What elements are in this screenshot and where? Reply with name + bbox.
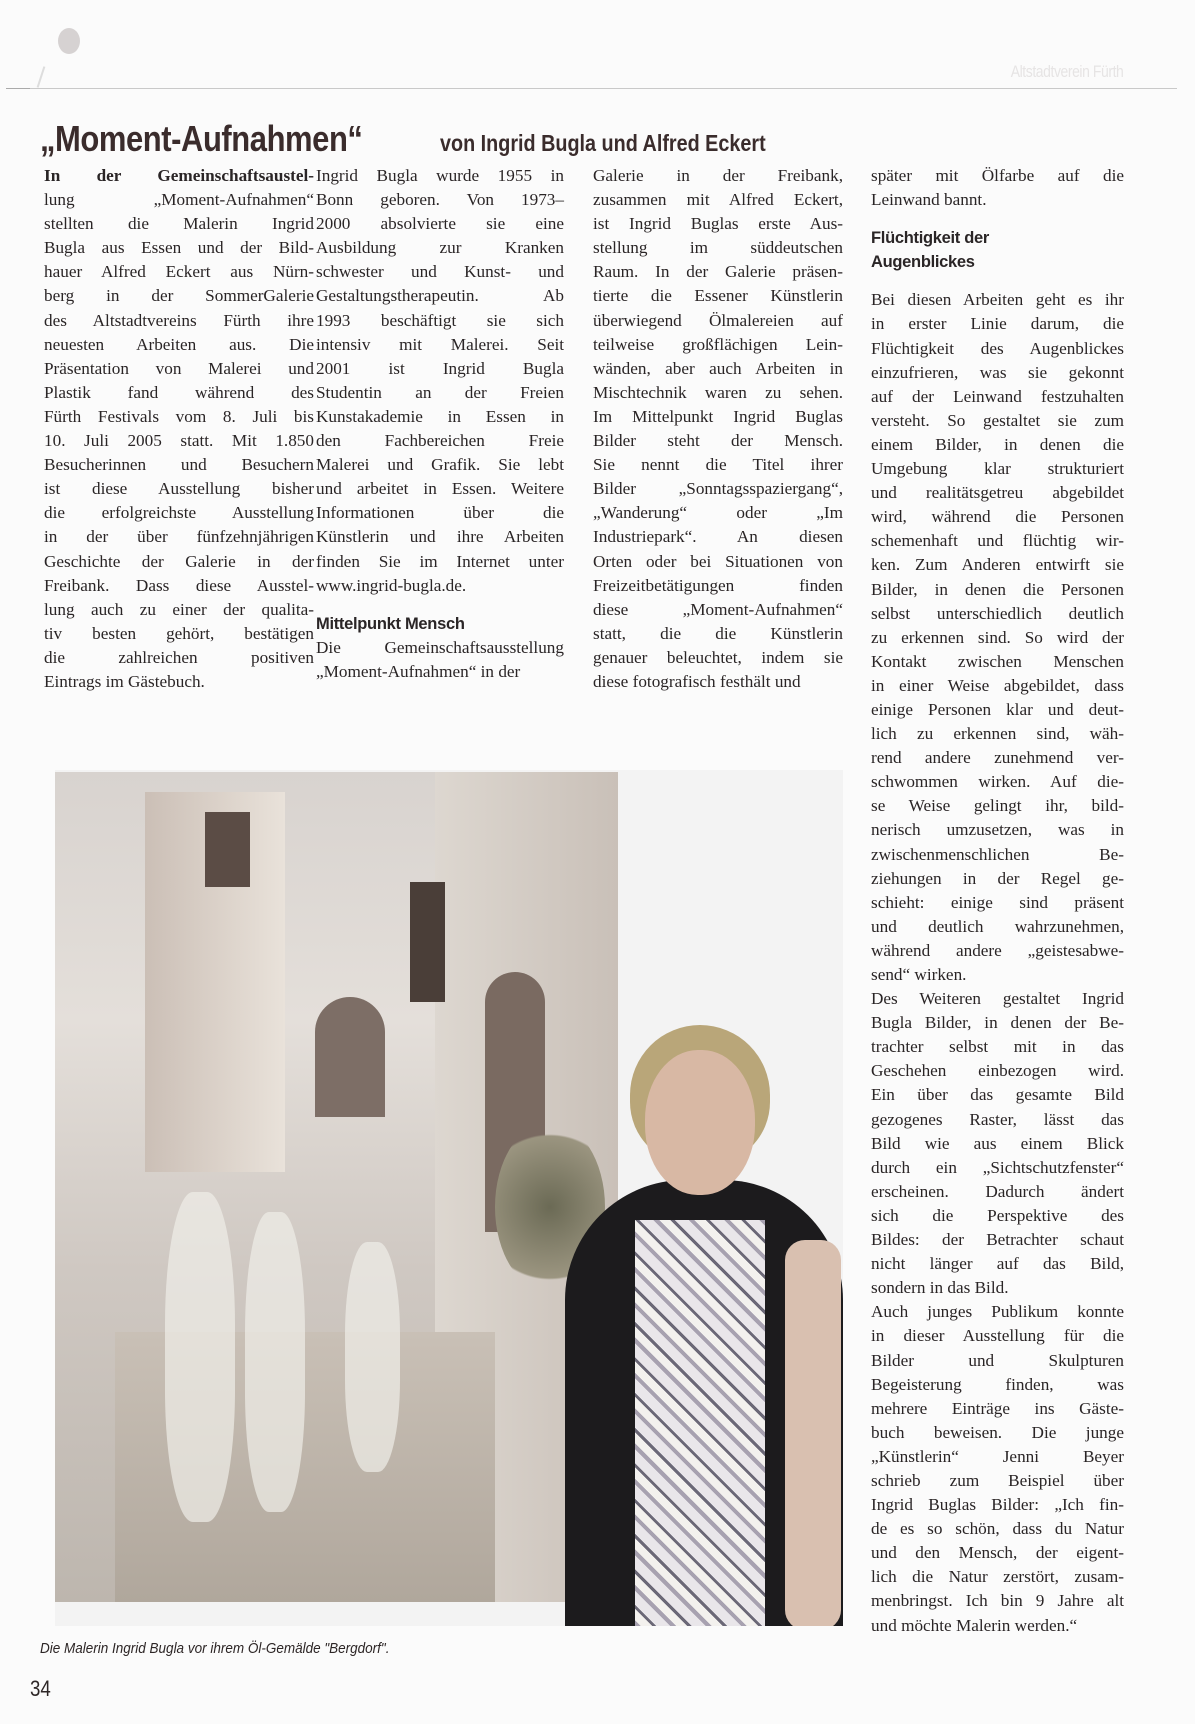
- text-line: menbringst. Ich bin 9 Jahre alt: [871, 1591, 1124, 1611]
- header-divider-accent: [6, 88, 30, 89]
- text-line: erscheinen. Dadurch ändert: [871, 1181, 1124, 1201]
- text-line: lich zu erkennen sind, wäh-: [871, 724, 1124, 744]
- article-title: [40, 118, 766, 160]
- logo-stroke: [37, 66, 46, 88]
- text-line: Umgebung klar strukturiert: [871, 459, 1124, 479]
- text-line: überwiegend Ölmalereien auf: [593, 310, 843, 330]
- text-line: ken. Zum Anderen entwirft sie: [871, 555, 1124, 575]
- text-line: Künstlerin und ihre Arbeiten: [316, 527, 564, 547]
- paragraph-gap: [871, 274, 1124, 288]
- text-line: Begeisterung finden, was: [871, 1374, 1124, 1394]
- text-line: de es so schön, dass du Natur: [871, 1519, 1124, 1539]
- text-line: Mischtechnik waren zu sehen.: [593, 382, 843, 402]
- text-line: Studentin an der Freien: [316, 382, 564, 402]
- woman-top: [635, 1220, 765, 1626]
- text-line: hauer Alfred Eckert aus Nürn-: [44, 262, 314, 282]
- header-divider: [6, 88, 1177, 89]
- text-line: Fürth Festivals vom 8. Juli bis: [44, 406, 314, 426]
- text-line: zusammen mit Alfred Eckert,: [593, 190, 843, 210]
- text-line: Malerei und Grafik. Sie lebt: [316, 455, 564, 475]
- text-line: neuesten Arbeiten aus. Die: [44, 334, 314, 354]
- text-line: den Fachbereichen Freie: [316, 431, 564, 451]
- text-line: Präsentation von Malerei und: [44, 358, 314, 378]
- text-line: in dieser Ausstellung für die: [871, 1326, 1124, 1346]
- text-line: diese „Moment-Aufnahmen“: [593, 599, 843, 619]
- text-line: Bilder, in denen die Personen: [871, 579, 1124, 599]
- text-line: 10. Juli 2005 statt. Mit 1.850: [44, 431, 314, 451]
- text-line: sich die Perspektive des: [871, 1205, 1124, 1225]
- text-line: und arbeitet in Essen. Weitere: [316, 479, 564, 499]
- painting-figure: [245, 1212, 305, 1512]
- text-line: nerisch umzusetzen, was in: [871, 820, 1124, 840]
- logo-icon: [58, 28, 80, 54]
- text-line: stellten die Malerin Ingrid: [44, 214, 314, 234]
- text-line: ist Ingrid Buglas erste Aus-: [593, 214, 843, 234]
- text-line: Kunstakademie in Essen in: [316, 406, 564, 426]
- text-line: später mit Ölfarbe auf die: [871, 166, 1124, 185]
- text-line: und möchte Malerin werden.“: [871, 1615, 1078, 1635]
- text-line: lung auch zu einer der qualita-: [44, 599, 314, 619]
- text-line: „Wanderung“ oder „Im: [593, 503, 843, 523]
- text-line: zwischenmenschlichen Be-: [871, 844, 1124, 864]
- text-line: statt, die die Künstlerin: [593, 623, 843, 643]
- text-line: Bildes: der Betrachter schaut: [871, 1230, 1124, 1250]
- text-line: Ingrid Buglas Bilder: „Ich fin-: [871, 1495, 1124, 1515]
- painting-window-right: [410, 882, 445, 1002]
- text-line: in erster Linie darum, die: [871, 314, 1124, 334]
- page-number: 34: [30, 1676, 51, 1701]
- text-line: Freizeitbetätigungen finden: [593, 575, 843, 595]
- photo-caption: Die Malerin Ingrid Bugla vor ihrem Öl-Gemälde "Bergdorf".: [40, 1640, 390, 1657]
- text-line: berg in der SommerGalerie: [44, 286, 314, 306]
- text-line: zu erkennen sind. So wird der: [871, 627, 1124, 647]
- text-line: Bilder und Skulpturen: [871, 1350, 1124, 1370]
- text-line: Informationen über die: [316, 503, 564, 523]
- text-line: einem Bilder, in denen die: [871, 434, 1124, 454]
- text-line: Raum. In der Galerie präsen-: [593, 262, 843, 282]
- text-line: schwommen wirken. Auf die-: [871, 772, 1124, 792]
- text-line: Im Mittelpunkt Ingrid Buglas: [593, 406, 843, 426]
- text-line: „Künstlerin“ Jenni Beyer: [871, 1446, 1124, 1466]
- text-line: selbst unterschiedlich deutlich: [871, 603, 1124, 623]
- text-line: Geschichte der Galerie in der: [44, 551, 314, 571]
- text-line: Gestaltungstherapeutin. Ab: [316, 286, 564, 306]
- text-line: stellung im süddeutschen: [593, 238, 843, 258]
- text-line: Kontakt zwischen Menschen: [871, 651, 1124, 671]
- article-byline: von Ingrid Bugla und Alfred Eckert: [440, 130, 766, 156]
- text-line: Bei diesen Arbeiten geht es ihr: [871, 290, 1124, 310]
- text-line: Eintrags im Gästebuch.: [44, 671, 205, 691]
- text-line: versteht. So gestaltet sie zum: [871, 410, 1124, 430]
- text-column-2: [316, 164, 564, 684]
- text-line: Galerie in der Freibank,: [593, 166, 843, 185]
- text-line: auf der Leinwand festzuhalten: [871, 386, 1124, 406]
- text-line: wird, während die Personen: [871, 507, 1124, 527]
- text-line: Ausbildung zur Kranken: [316, 238, 564, 258]
- text-line: tierte die Essener Künstlerin: [593, 286, 843, 306]
- text-line: Ingrid Bugla wurde 1955 in: [316, 166, 564, 185]
- section-label: Altstadtverein Fürth: [1010, 62, 1123, 81]
- painting-figure: [345, 1242, 400, 1472]
- text-line: Ein über das gesamte Bild: [871, 1085, 1124, 1105]
- paragraph-gap: [871, 212, 1124, 226]
- text-line: schemenhaft und flüchtig wir-: [871, 531, 1124, 551]
- text-line: diese fotografisch festhält und: [593, 671, 801, 691]
- text-line: ziehungen in der Regel ge-: [871, 868, 1124, 888]
- text-line: rend andere zunehmend ver-: [871, 748, 1124, 768]
- text-line: die erfolgreichste Ausstellung: [44, 503, 314, 523]
- text-line: in einer Weise abgebildet, dass: [871, 675, 1124, 695]
- text-line: 1993 beschäftigt sie sich: [316, 310, 564, 330]
- article-title-main: „Moment-Aufnahmen“: [40, 118, 363, 159]
- woman-arm: [785, 1240, 841, 1626]
- woman-face: [645, 1050, 755, 1195]
- text-line: send“ wirken.: [871, 965, 967, 984]
- text-line: Freibank. Dass diese Ausstel-: [44, 575, 314, 595]
- painting-bergdorf: [55, 772, 618, 1602]
- text-line: Besucherinnen und Besuchern: [44, 455, 314, 475]
- text-line: „Moment-Aufnahmen“ in der: [316, 661, 521, 681]
- text-line: wänden, aber auch Arbeiten in: [593, 358, 843, 378]
- text-line: gezogenes Raster, lässt das: [871, 1109, 1124, 1129]
- text-line: und deutlich wahrzunehmen,: [871, 916, 1124, 936]
- text-line: Flüchtigkeit des Augenblickes: [871, 338, 1124, 358]
- text-line: Bugla aus Essen und der Bild-: [44, 238, 314, 258]
- text-line: tiv besten gehört, bestätigen: [44, 623, 314, 643]
- text-column-4: [871, 164, 1124, 1638]
- section-heading: Flüchtigkeit der: [871, 229, 990, 248]
- text-line: schwester und Kunst- und: [316, 262, 564, 282]
- text-line: die zahlreichen positiven: [44, 647, 314, 667]
- text-line: lung „Moment-Aufnahmen“: [44, 190, 314, 210]
- text-line: In der Gemeinschaftsaustel-: [44, 166, 314, 185]
- text-line: durch ein „Sichtschutzfenster“: [871, 1157, 1124, 1177]
- text-line: ist diese Ausstellung bisher: [44, 479, 314, 499]
- text-line: Bonn geboren. Von 1973–: [316, 190, 564, 210]
- text-line: genauer beleuchtet, indem sie: [593, 647, 843, 667]
- text-line: in der über fünfzehnjährigen: [44, 527, 314, 547]
- painting-figure: [165, 1192, 235, 1522]
- painting-window: [205, 812, 250, 887]
- text-line: trachter selbst mit in das: [871, 1037, 1124, 1057]
- text-line: intensiv mit Malerei. Seit: [316, 334, 564, 354]
- section-heading: Augenblickes: [871, 253, 975, 272]
- article-photo: [55, 770, 843, 1626]
- painting-arch: [315, 997, 385, 1117]
- text-column-3: [593, 164, 843, 694]
- text-line: 2001 ist Ingrid Bugla: [316, 358, 564, 378]
- text-line: Geschehen einbezogen wird.: [871, 1061, 1124, 1081]
- text-line: teilweise großflächigen Lein-: [593, 334, 843, 354]
- text-line: se Weise gelingt ihr, bild-: [871, 796, 1124, 816]
- text-line: und den Mensch, der eigent-: [871, 1543, 1124, 1563]
- text-line: Leinwand bannt.: [871, 190, 987, 210]
- text-line: Bild wie aus einem Blick: [871, 1133, 1124, 1153]
- text-line: Bilder „Sonntagsspaziergang“,: [593, 479, 843, 499]
- paragraph-gap: [316, 598, 564, 612]
- text-line: nicht länger auf das Bild,: [871, 1254, 1124, 1274]
- text-line: schrieb zum Beispiel über: [871, 1470, 1124, 1490]
- text-line: schieht: einige sind präsent: [871, 892, 1124, 912]
- text-line: Bugla Bilder, in denen der Be-: [871, 1013, 1124, 1033]
- text-line: Auch junges Publikum konnte: [871, 1302, 1124, 1322]
- text-line: und realitätsgetreu abgebildet: [871, 483, 1124, 503]
- text-line: mehrere Einträge ins Gäste-: [871, 1398, 1124, 1418]
- text-line: 2000 absolvierte sie eine: [316, 214, 564, 234]
- text-line: lich die Natur zerstört, zusam-: [871, 1567, 1124, 1587]
- text-line: einige Personen klar und deut-: [871, 699, 1124, 719]
- text-line: finden Sie im Internet unter: [316, 551, 564, 571]
- section-heading: Mittelpunkt Mensch: [316, 614, 465, 633]
- text-line: des Altstadtvereins Fürth ihre: [44, 310, 314, 330]
- text-line: Orten oder bei Situationen von: [593, 551, 843, 571]
- text-line: buch beweisen. Die junge: [871, 1422, 1124, 1442]
- text-line: Des Weiteren gestaltet Ingrid: [871, 989, 1124, 1009]
- text-line: Bilder steht der Mensch.: [593, 431, 843, 451]
- text-line: einzufrieren, was sie gekonnt: [871, 362, 1124, 382]
- text-line: sondern in das Bild.: [871, 1278, 1009, 1298]
- text-line: Die Gemeinschaftsausstellung: [316, 637, 564, 657]
- text-line: Industriepark“. An diesen: [593, 527, 843, 547]
- text-column-1: [44, 164, 314, 694]
- text-line: Plastik fand während des: [44, 382, 314, 402]
- text-line: während andere „geistesabwe-: [871, 940, 1124, 960]
- text-line: www.ingrid-bugla.de.: [316, 575, 467, 595]
- text-line: Sie nennt die Titel ihrer: [593, 455, 843, 475]
